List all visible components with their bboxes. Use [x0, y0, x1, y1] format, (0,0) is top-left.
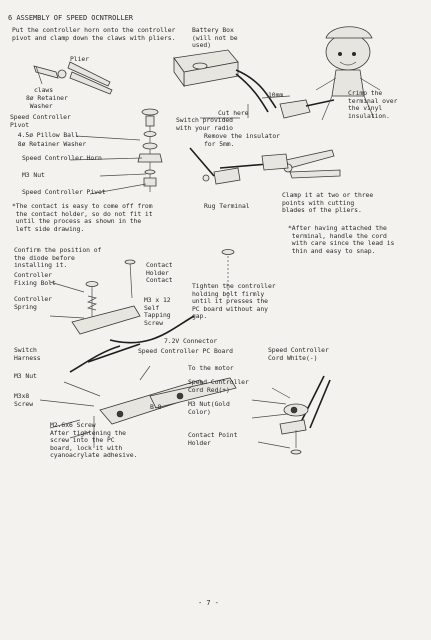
label-crimp-terminal: Crimp the terminal over the vinyl insulation. [348, 89, 398, 120]
label-rug-terminal: Rug Terminal [204, 202, 250, 210]
label-cord-white: Speed Controller Cord White(-) [268, 346, 329, 362]
battery-box-illustration [174, 50, 276, 112]
label-controller-fixing-bolt: Controller Fixing Bolt [14, 271, 56, 287]
label-cut-here: Cut here [218, 109, 249, 117]
label-contact-point-holder: Contact Point Holder [188, 431, 238, 447]
label-m3-nut-top: M3 Nut [22, 171, 45, 179]
label-contact-holder: Contact Holder [146, 261, 173, 277]
label-m3-nut-gold: M3 Nut(Gold Color) [188, 400, 230, 416]
label-controller-spring: Controller Spring [14, 295, 52, 311]
label-tighten-bolt: Tighten the controller holding bolt firmly until it presses the PC board without any gap. [192, 282, 276, 321]
label-retainer-washer: 8ø Retainer Washer [26, 94, 68, 110]
label-plier: Plier [70, 55, 89, 63]
contact-note: *The contact is easy to come off from the contact holder, so do not fit it until the process as shown in the left side drawing. [12, 202, 153, 233]
label-claws: claws [34, 86, 53, 94]
label-m3x8-screw: M3x8 Screw [14, 392, 33, 408]
page-number: - 7 - [198, 599, 219, 607]
label-battery-box: Battery Box (will not be used) [192, 26, 238, 50]
label-72v-connector: 7.2V Connector [164, 337, 218, 345]
label-switch-provided: Switch provided with your radio [176, 116, 233, 132]
rug-terminal-illustration [190, 148, 240, 184]
after-attaching-note: *After having attached the terminal, handle the cord with care since the lead is thin and easy to snap. [288, 224, 395, 255]
label-confirm-diode: Confirm the position of the diode before installing it. [14, 246, 102, 270]
section-title: 6 ASSEMBLY OF SPEED OCNTROLLER [8, 14, 133, 22]
label-to-motor: To the motor [188, 364, 234, 372]
label-contact: Contact [146, 276, 173, 284]
label-m26x6-screw: M2.6x6 Screw After tightening the screw into the PC board, lock it with cyanoacrylate adhesive. [50, 421, 138, 460]
cord-assembly-illustration [252, 376, 330, 454]
label-clamp-points: Clamp it at two or three points with cutting blades of the pliers. [282, 191, 374, 215]
label-pc-board: Speed Controller PC Board [138, 347, 233, 355]
label-cord-red: Speed Controller Cord Red(+) [188, 378, 249, 394]
label-speed-controller-horn: Speed Controller Horn [22, 154, 102, 162]
label-m3-nut-bottom: M3 Nut [14, 372, 37, 380]
label-switch-harness: Switch Harness [14, 346, 41, 362]
label-10mm: 10mm [268, 91, 284, 99]
pivot-exploded-view [70, 109, 162, 194]
label-retainer-washer-2: 8ø Retainer Washer [14, 140, 87, 148]
label-pillow-ball: 4.5ø Pillow Ball [14, 131, 79, 139]
label-m3x12-screw: M3 x 12 Self Tapping Screw [144, 296, 171, 327]
label-speed-controller-pivot-2: Speed Controller Pivot [22, 188, 106, 196]
intro-text: Put the controller horn onto the controller pivot and clamp down the claws with pliers. [12, 26, 176, 42]
label-speed-controller-pivot: Speed Controller Pivot [10, 113, 71, 129]
label-part-code: B-8 [150, 403, 162, 411]
label-remove-insulator: Remove the insulator for 5mm. [204, 132, 280, 148]
